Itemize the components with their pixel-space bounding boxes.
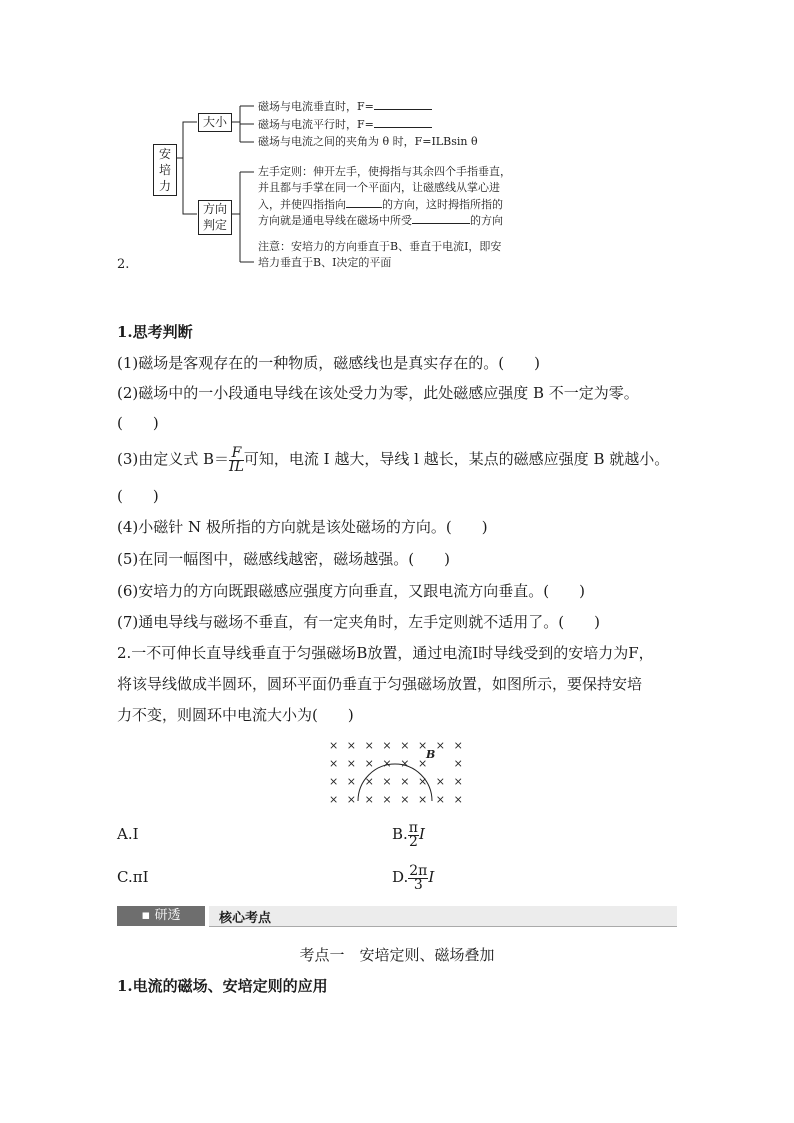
field-x-mark: × bbox=[346, 793, 357, 806]
question-1: (1)磁场是客观存在的一种物质，磁感线也是真实存在的。( ) bbox=[117, 354, 540, 372]
field-x-mark: × bbox=[382, 739, 392, 752]
left-hand-rule-line-4: 方向就是通电导线在磁场中所受 的方向 bbox=[258, 214, 503, 227]
field-x-mark: × bbox=[382, 775, 392, 788]
field-x-mark: × bbox=[329, 757, 339, 770]
answer-blank bbox=[374, 99, 432, 110]
field-x-mark: × bbox=[382, 757, 392, 770]
size-label: 大小 bbox=[202, 115, 227, 129]
field-x-mark: × bbox=[400, 793, 410, 806]
field-x-mark: × bbox=[418, 757, 428, 770]
field-x-mark: × bbox=[418, 775, 428, 788]
size-box bbox=[198, 113, 232, 132]
size-item-angle: 磁场与电流之间的夹角为 θ 时，F=ILBsin θ bbox=[258, 135, 478, 148]
field-x-mark: × bbox=[435, 793, 446, 806]
field-x-mark: × bbox=[453, 793, 463, 806]
direction-box bbox=[198, 200, 232, 235]
field-x-mark: × bbox=[400, 775, 410, 788]
field-x-mark: × bbox=[453, 775, 463, 788]
field-x-mark: × bbox=[346, 739, 357, 752]
field-x-mark: × bbox=[453, 757, 463, 770]
size-item-perpendicular: 磁场与电流垂直时，F= bbox=[258, 99, 432, 114]
question-3-bracket: ( ) bbox=[117, 487, 159, 505]
answer-blank bbox=[346, 197, 382, 208]
question-5: (5)在同一幅图中，磁感线越密，磁场越强。( ) bbox=[117, 550, 450, 568]
point-heading: 考点一 安培定则、磁场叠加 bbox=[299, 946, 495, 964]
option-b: B. $\frac{\pi}{2}$ I bbox=[392, 819, 425, 850]
note-line-2: 培力垂直于B、I决定的平面 bbox=[258, 256, 392, 269]
question-2-bracket: ( ) bbox=[117, 414, 159, 432]
field-x-mark: × bbox=[329, 739, 339, 752]
option-c: C.πI bbox=[117, 868, 149, 886]
problem-line-2: 将该导线做成半圆环，圆环平面仍垂直于匀强磁场放置，如图所示，要保持安培 bbox=[117, 675, 643, 693]
field-x-mark: × bbox=[346, 757, 357, 770]
root-label: 安培力 bbox=[158, 147, 171, 193]
problem-line-1: 2.一不可伸长直导线垂直于匀强磁场B放置，通过电流I时导线受到的安培力为F， bbox=[117, 644, 654, 662]
option-a: A.I bbox=[117, 825, 139, 843]
banner-tag: ▪ 研透 bbox=[117, 906, 205, 926]
field-x-mark: × bbox=[364, 739, 374, 752]
note-line-1: 注意：安培力的方向垂直于B、垂直于电流I，即安 bbox=[258, 240, 502, 253]
concept-tree bbox=[0, 0, 794, 300]
size-item-parallel: 磁场与电流平行时，F= bbox=[258, 117, 432, 132]
section-title-judgment: 1.思考判断 bbox=[117, 323, 193, 341]
left-hand-rule-line-2: 并且都与手掌在同一个平面内，让磁感线从掌心进 bbox=[258, 181, 500, 194]
magnetic-field-figure bbox=[326, 739, 471, 805]
field-x-mark: × bbox=[364, 757, 374, 770]
question-7: (7)通电导线与磁场不垂直，有一定夹角时，左手定则就不适用了。( ) bbox=[117, 613, 600, 631]
field-x-mark: × bbox=[435, 739, 446, 752]
field-x-mark: × bbox=[400, 739, 410, 752]
option-d: D. $\frac{2\pi}{3}$ I bbox=[392, 862, 435, 893]
point-subheading: 1.电流的磁场、安培定则的应用 bbox=[117, 977, 328, 995]
answer-blank bbox=[412, 213, 470, 224]
direction-label: 方向判定 bbox=[202, 202, 227, 232]
question-3: (3)由定义式 B＝ $\frac{F}{IL}$ 可知，电流 I 越大，导线 l 越长，某点的磁感应强度 B 就越小。 bbox=[117, 444, 670, 475]
left-hand-rule-line-3: 入，并使四指指向 的方向，这时拇指所指的 bbox=[258, 198, 503, 211]
item-number: 2. bbox=[117, 257, 130, 272]
banner-title-bar bbox=[209, 906, 677, 927]
root-box bbox=[153, 144, 177, 196]
field-label-b: B bbox=[426, 748, 436, 761]
question-4: (4)小磁针 N 极所指的方向就是该处磁场的方向。( ) bbox=[117, 518, 488, 536]
field-x-mark: × bbox=[346, 775, 357, 788]
tree-connectors bbox=[0, 0, 794, 300]
question-2: (2)磁场中的一小段通电导线在该处受力为零，此处磁感应强度 B 不一定为零。 bbox=[117, 384, 639, 402]
answer-blank bbox=[374, 117, 432, 128]
field-x-mark: × bbox=[400, 757, 410, 770]
left-hand-rule-line-1: 左手定则：伸开左手，使拇指与其余四个手指垂直， bbox=[258, 165, 511, 178]
field-x-mark: × bbox=[382, 793, 392, 806]
question-6: (6)安培力的方向既跟磁感应强度方向垂直，又跟电流方向垂直。( ) bbox=[117, 582, 585, 600]
field-x-mark: × bbox=[364, 793, 374, 806]
field-x-mark: × bbox=[453, 739, 463, 752]
section-banner bbox=[117, 906, 677, 926]
field-x-mark: × bbox=[435, 775, 446, 788]
field-x-mark: × bbox=[329, 775, 339, 788]
field-x-mark: × bbox=[418, 739, 428, 752]
banner-title: 核心考点 bbox=[219, 911, 272, 926]
field-x-mark: × bbox=[418, 793, 428, 806]
problem-line-3: 力不变，则圆环中电流大小为( ) bbox=[117, 706, 354, 724]
formula-fraction: $\frac{F}{IL}$ bbox=[229, 444, 244, 475]
field-x-mark: × bbox=[364, 775, 374, 788]
field-x-mark: × bbox=[329, 793, 339, 806]
